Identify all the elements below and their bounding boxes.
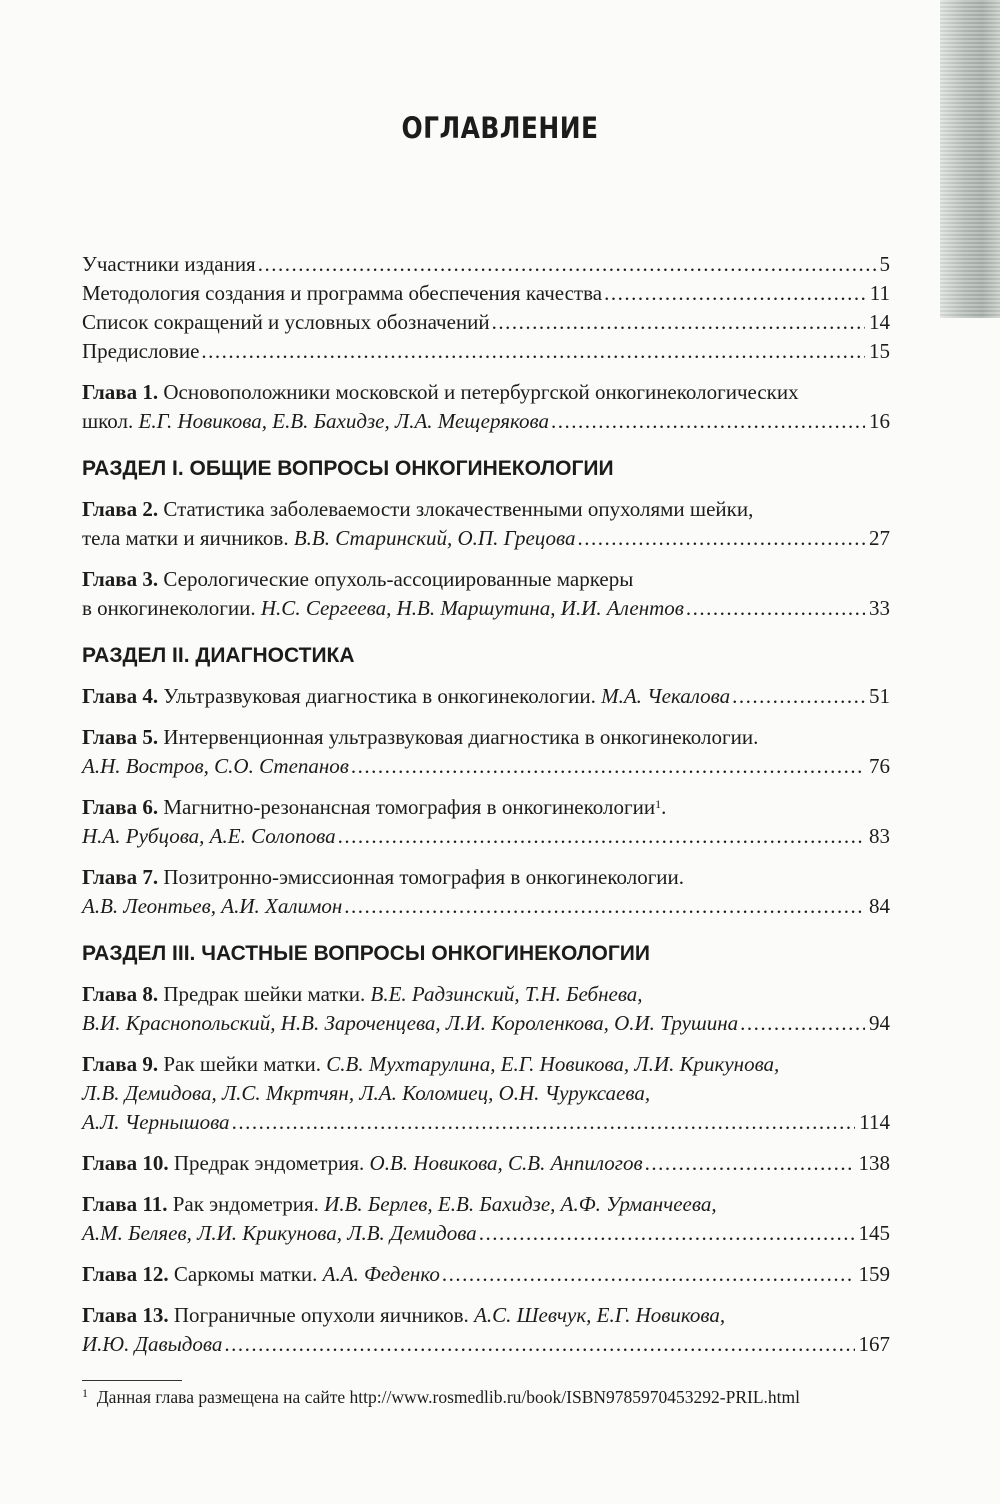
chapter-authors: Н.А. Рубцова, А.Е. Солопова [82, 824, 336, 848]
entry-title: Методология создания и программа обеспечения качества [82, 281, 603, 305]
dot-leader [258, 250, 876, 279]
chapter-authors-cont: В.И. Краснопольский, Н.В. Зароченцева, Л.И. Короленкова, О.И. Трушина [82, 1011, 739, 1035]
page-title: ОГЛАВЛЕНИЕ [401, 111, 599, 146]
toc-chapter-13[interactable] [82, 1301, 890, 1359]
page-number: 159 [858, 1262, 890, 1286]
dot-leader [442, 1260, 855, 1289]
chapter-label: Глава 11. [82, 1192, 168, 1216]
dot-leader [645, 1149, 855, 1178]
toc-chapter-2[interactable] [82, 495, 890, 553]
chapter-authors: В.В. Старинский, О.П. Грецова [293, 526, 576, 550]
dot-leader [604, 279, 866, 308]
chapter-title-cont: в онкогинекологии. [82, 596, 256, 620]
dot-leader [338, 822, 865, 851]
page-number: 138 [858, 1151, 890, 1175]
chapter-label: Глава 3. [82, 567, 159, 591]
chapter-title: Предрак эндометрия. [173, 1151, 365, 1175]
page-number: 83 [869, 824, 890, 848]
chapter-title-period: . [661, 795, 667, 819]
chapter-authors: Н.С. Сергеева, Н.В. Маршутина, И.И. Алентов [260, 596, 684, 620]
page-number: 14 [869, 310, 890, 334]
chapter-label: Глава 5. [82, 725, 159, 749]
toc-chapter-12[interactable] [82, 1260, 890, 1289]
chapter-label: Глава 4. [82, 684, 159, 708]
page-number: 16 [869, 409, 890, 433]
footnote-mark: 1 [82, 1386, 88, 1400]
dot-leader [551, 407, 865, 436]
footnote-marker[interactable]: 1 [655, 797, 662, 811]
dot-leader [686, 594, 865, 623]
toc-chapter-10[interactable] [82, 1149, 890, 1178]
page-number: 33 [869, 596, 890, 620]
toc-chapter-1[interactable] [82, 378, 890, 436]
chapter-authors-cont: И.Ю. Давыдова [82, 1332, 223, 1356]
chapter-label: Глава 6. [82, 795, 159, 819]
chapter-title-cont: тела матки и яичников. [82, 526, 289, 550]
chapter-label: Глава 2. [82, 497, 159, 521]
chapter-label: Глава 7. [82, 865, 159, 889]
toc-entry-participants[interactable] [82, 250, 890, 279]
chapter-label: Глава 12. [82, 1262, 169, 1286]
page-number: 15 [869, 339, 890, 363]
chapter-authors: О.В. Новикова, С.В. Анпилогов [369, 1151, 643, 1175]
page-number: 51 [869, 684, 890, 708]
chapter-authors-cont: А.М. Беляев, Л.И. Крикунова, Л.В. Демидова [82, 1221, 477, 1245]
page-number: 76 [869, 754, 890, 778]
chapter-authors-cont: А.Л. Чернышова [82, 1110, 230, 1134]
chapter-authors: А.В. Леонтьев, А.И. Халимон [82, 894, 343, 918]
page-number: 84 [869, 894, 890, 918]
dot-leader [351, 752, 865, 781]
toc-chapter-3[interactable] [82, 565, 890, 623]
dot-leader [479, 1219, 855, 1248]
chapter-title: Позитронно-эмиссионная томография в онкогинекологии. [163, 865, 685, 889]
footnote-rule [82, 1380, 182, 1381]
section-heading-3: РАЗДЕЛ III. ЧАСТНЫЕ ВОПРОСЫ ОНКОГИНЕКОЛОГИИ [82, 942, 650, 965]
toc-entry-abbreviations[interactable] [82, 308, 890, 337]
chapter-title: Пограничные опухоли яичников. [173, 1303, 469, 1327]
page-number: 5 [879, 252, 890, 276]
page-number: 167 [858, 1332, 890, 1356]
section-heading-1: РАЗДЕЛ I. ОБЩИЕ ВОПРОСЫ ОНКОГИНЕКОЛОГИИ [82, 457, 614, 480]
toc-chapter-5[interactable] [82, 723, 890, 781]
chapter-title-cont: школ. [82, 409, 134, 433]
chapter-authors: В.Е. Радзинский, Т.Н. Бебнева, [370, 982, 643, 1006]
toc-chapter-8[interactable] [82, 980, 890, 1038]
chapter-authors: А.Н. Востров, С.О. Степанов [82, 754, 349, 778]
footnote [82, 1380, 890, 1409]
entry-title: Предисловие [82, 339, 200, 363]
dot-leader [224, 1330, 854, 1359]
dot-leader [344, 892, 865, 921]
dot-leader [578, 524, 865, 553]
page-edge-scan-artifact [940, 0, 1000, 318]
footnote-text[interactable]: Данная глава размещена на сайте http://www.rosmedlib.ru/book/ISBN9785970453292-PRIL.html [96, 1387, 800, 1407]
page-number: 94 [869, 1011, 890, 1035]
dot-leader [201, 337, 865, 366]
toc-entry-methodology[interactable] [82, 279, 890, 308]
toc-chapter-6[interactable] [82, 793, 890, 851]
chapter-label: Глава 9. [82, 1052, 159, 1076]
chapter-title: Рак шейки матки. [163, 1052, 322, 1076]
dot-leader [232, 1108, 856, 1137]
chapter-authors: И.В. Берлев, Е.В. Бахидзе, А.Ф. Урманчеева, [324, 1192, 717, 1216]
toc-chapter-9[interactable] [82, 1050, 890, 1137]
chapter-title: Саркомы матки. [173, 1262, 318, 1286]
dot-leader [740, 1009, 865, 1038]
chapter-label: Глава 10. [82, 1151, 169, 1175]
chapter-title: Статистика заболеваемости злокачественными опухолями шейки, [163, 497, 754, 521]
toc-chapter-4[interactable] [82, 682, 890, 711]
entry-title: Участники издания [82, 252, 256, 276]
chapter-title: Ультразвуковая диагностика в онкогинекологии. [163, 684, 596, 708]
page-number: 11 [869, 281, 890, 305]
toc-entry-preface[interactable] [82, 337, 890, 366]
page-number: 145 [858, 1221, 890, 1245]
toc-chapter-11[interactable] [82, 1190, 890, 1248]
page-number: 27 [869, 526, 890, 550]
chapter-title: Серологические опухоль-ассоциированные маркеры [163, 567, 634, 591]
chapter-title: Интервенционная ультразвуковая диагностика в онкогинекологии. [163, 725, 759, 749]
section-heading-2: РАЗДЕЛ II. ДИАГНОСТИКА [82, 644, 355, 667]
chapter-label: Глава 8. [82, 982, 159, 1006]
page-number: 114 [859, 1110, 890, 1134]
chapter-authors: А.С. Шевчук, Е.Г. Новикова, [474, 1303, 726, 1327]
chapter-title: Основоположники московской и петербургской онкогинекологических [163, 380, 799, 404]
chapter-authors: М.А. Чекалова [601, 684, 731, 708]
chapter-authors: А.А. Феденко [322, 1262, 440, 1286]
chapter-title: Рак эндометрия. [172, 1192, 319, 1216]
dot-leader [492, 308, 865, 337]
dot-leader [732, 682, 865, 711]
chapter-title: Магнитно-резонансная томография в онкогинекологии [163, 795, 656, 819]
chapter-authors-cont: Л.В. Демидова, Л.С. Мкртчян, Л.А. Коломиец, О.Н. Чуруксаева, [82, 1081, 651, 1105]
chapter-authors: С.В. Мухтарулина, Е.Г. Новикова, Л.И. Крикунова, [326, 1052, 780, 1076]
entry-title: Список сокращений и условных обозначений [82, 310, 490, 334]
chapter-label: Глава 1. [82, 380, 159, 404]
chapter-authors: Е.Г. Новикова, Е.В. Бахидзе, Л.А. Мещерякова [138, 409, 549, 433]
chapter-title: Предрак шейки матки. [163, 982, 366, 1006]
table-of-contents [82, 250, 890, 1359]
chapter-label: Глава 13. [82, 1303, 169, 1327]
toc-chapter-7[interactable] [82, 863, 890, 921]
